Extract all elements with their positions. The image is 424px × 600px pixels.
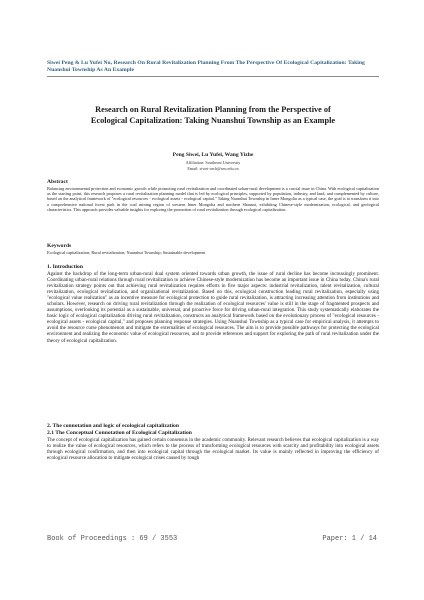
- header-divider: [47, 76, 379, 77]
- introduction-text: Against the backdrop of the long-term urban-rural dual system oriented towards urban growth, the issue of rural decline has become increasingly prominent. Coordinating urban-rural relations through rural revitalization to achieve Chinese-style modernization has become an important issue in China today. China's rural revitalization strategy points out that achieving rural revitalization requires efforts in five major aspects: industrial revitalization, talent revitalization, cultural revitalization, ecological revitalization, and organizational revitalization. Based on this, ecological construction leading rural revitalization, especially using "ecological value realization" as an incentive measure for ecological protection to guide rural revitalization, is attracting increasing attention from institutions and scholars. However, research on driving rural revitalization through the realization of ecological resources' value is still in the stage of fragmented prospects and assumptions, overlooking its potential as a sustainable, universal, and proactive force for driving urban-rural integration. This study systematically elaborates the basic logic of ecological capitalization driving rural revitalization, constructs an analytical framework based on the evolutionary process of "ecological resources - ecological assets - ecological capital," and proposes planning response strategies. Using Nuanshui Township as a typical case for empirical analysis, it attempts to avoid the resource curse phenomenon and mitigate the externalities of ecological resources. The aim is to provide possible pathways for protecting the ecological environment and realizing the economic value of ecological resources, and to provide references and support for exploring the path of rural revitalization under the theory of ecological capitalization.: [47, 271, 379, 344]
- proceedings-page-counter: Book of Proceedings : 69 / 3553: [47, 535, 178, 543]
- running-header: Siwei Peng & Lu Yufei Nu, Research On Rural Revitalization Planning From The Perspective Of Ecological Capitalization: Taking Nuanshui Township As An Example: [47, 60, 365, 74]
- author-affiliation: Affiliation: Southeast University: [185, 160, 241, 165]
- paper-page-counter: Paper: 1 / 14: [322, 535, 377, 543]
- section-2-1-text: The concept of ecological capitalization has gained certain consensus in the academic community. Relevant research believes that ecological capitalization is a way to realize the value of ecological resources, which refers to the process of transforming ecological resources with scarcity and profitability into ecological assets through ecological confirmation, and then into ecological capital through the ecological market. Its value is mainly reflected in improving the efficiency of ecological resource allocation to mitigate ecological crises caused by rough: [47, 437, 379, 462]
- paper-title: Research on Rural Revitalization Planning from the Perspective of Ecological Capitalization: Taking Nuanshui Township as an Example: [90, 105, 336, 125]
- section-2-1-heading: 2.1 The Conceptual Connotation of Ecological Capitalization: [47, 430, 192, 436]
- abstract-heading: Abstract: [47, 179, 68, 185]
- keywords-text: Ecological capitalization; Rural revitalization; Nuanshui Township; Sustainable development: [47, 250, 206, 255]
- introduction-heading: 1. Introduction: [47, 264, 83, 270]
- keywords-heading: Keywords: [47, 243, 72, 249]
- section-2-heading: 2. The connotation and logic of ecological capitalization: [47, 423, 179, 429]
- abstract-text: Balancing environmental protection and economic growth while promoting rural revitalization and coordinated urban-rural development is a crucial issue in China. With ecological capitalization as the starting point, this research proposes a rural revitalization planning model that is led by ecological principles, supported by population, industry, and land, and complemented by culture, based on the analytical framework of "ecological resources - ecological assets - ecological capital." Taking Nuanshui Township in Inner Mongolia as a typical case, the goal is to transform it into a comprehensive national forest park in the coal mining region of western Inner Mongolia and northern Shaanxi, exhibiting Chinese-style modernization, ecological, and geological characteristics. This approach provides valuable insights for exploring the promotion of rural revitalization through ecological capitalization.: [47, 186, 379, 212]
- author-list: Peng Siwei, Lu Yufei, Wang Yizhe: [172, 152, 254, 158]
- author-email: Email: siwei-arch@seu.edu.cn: [187, 166, 239, 171]
